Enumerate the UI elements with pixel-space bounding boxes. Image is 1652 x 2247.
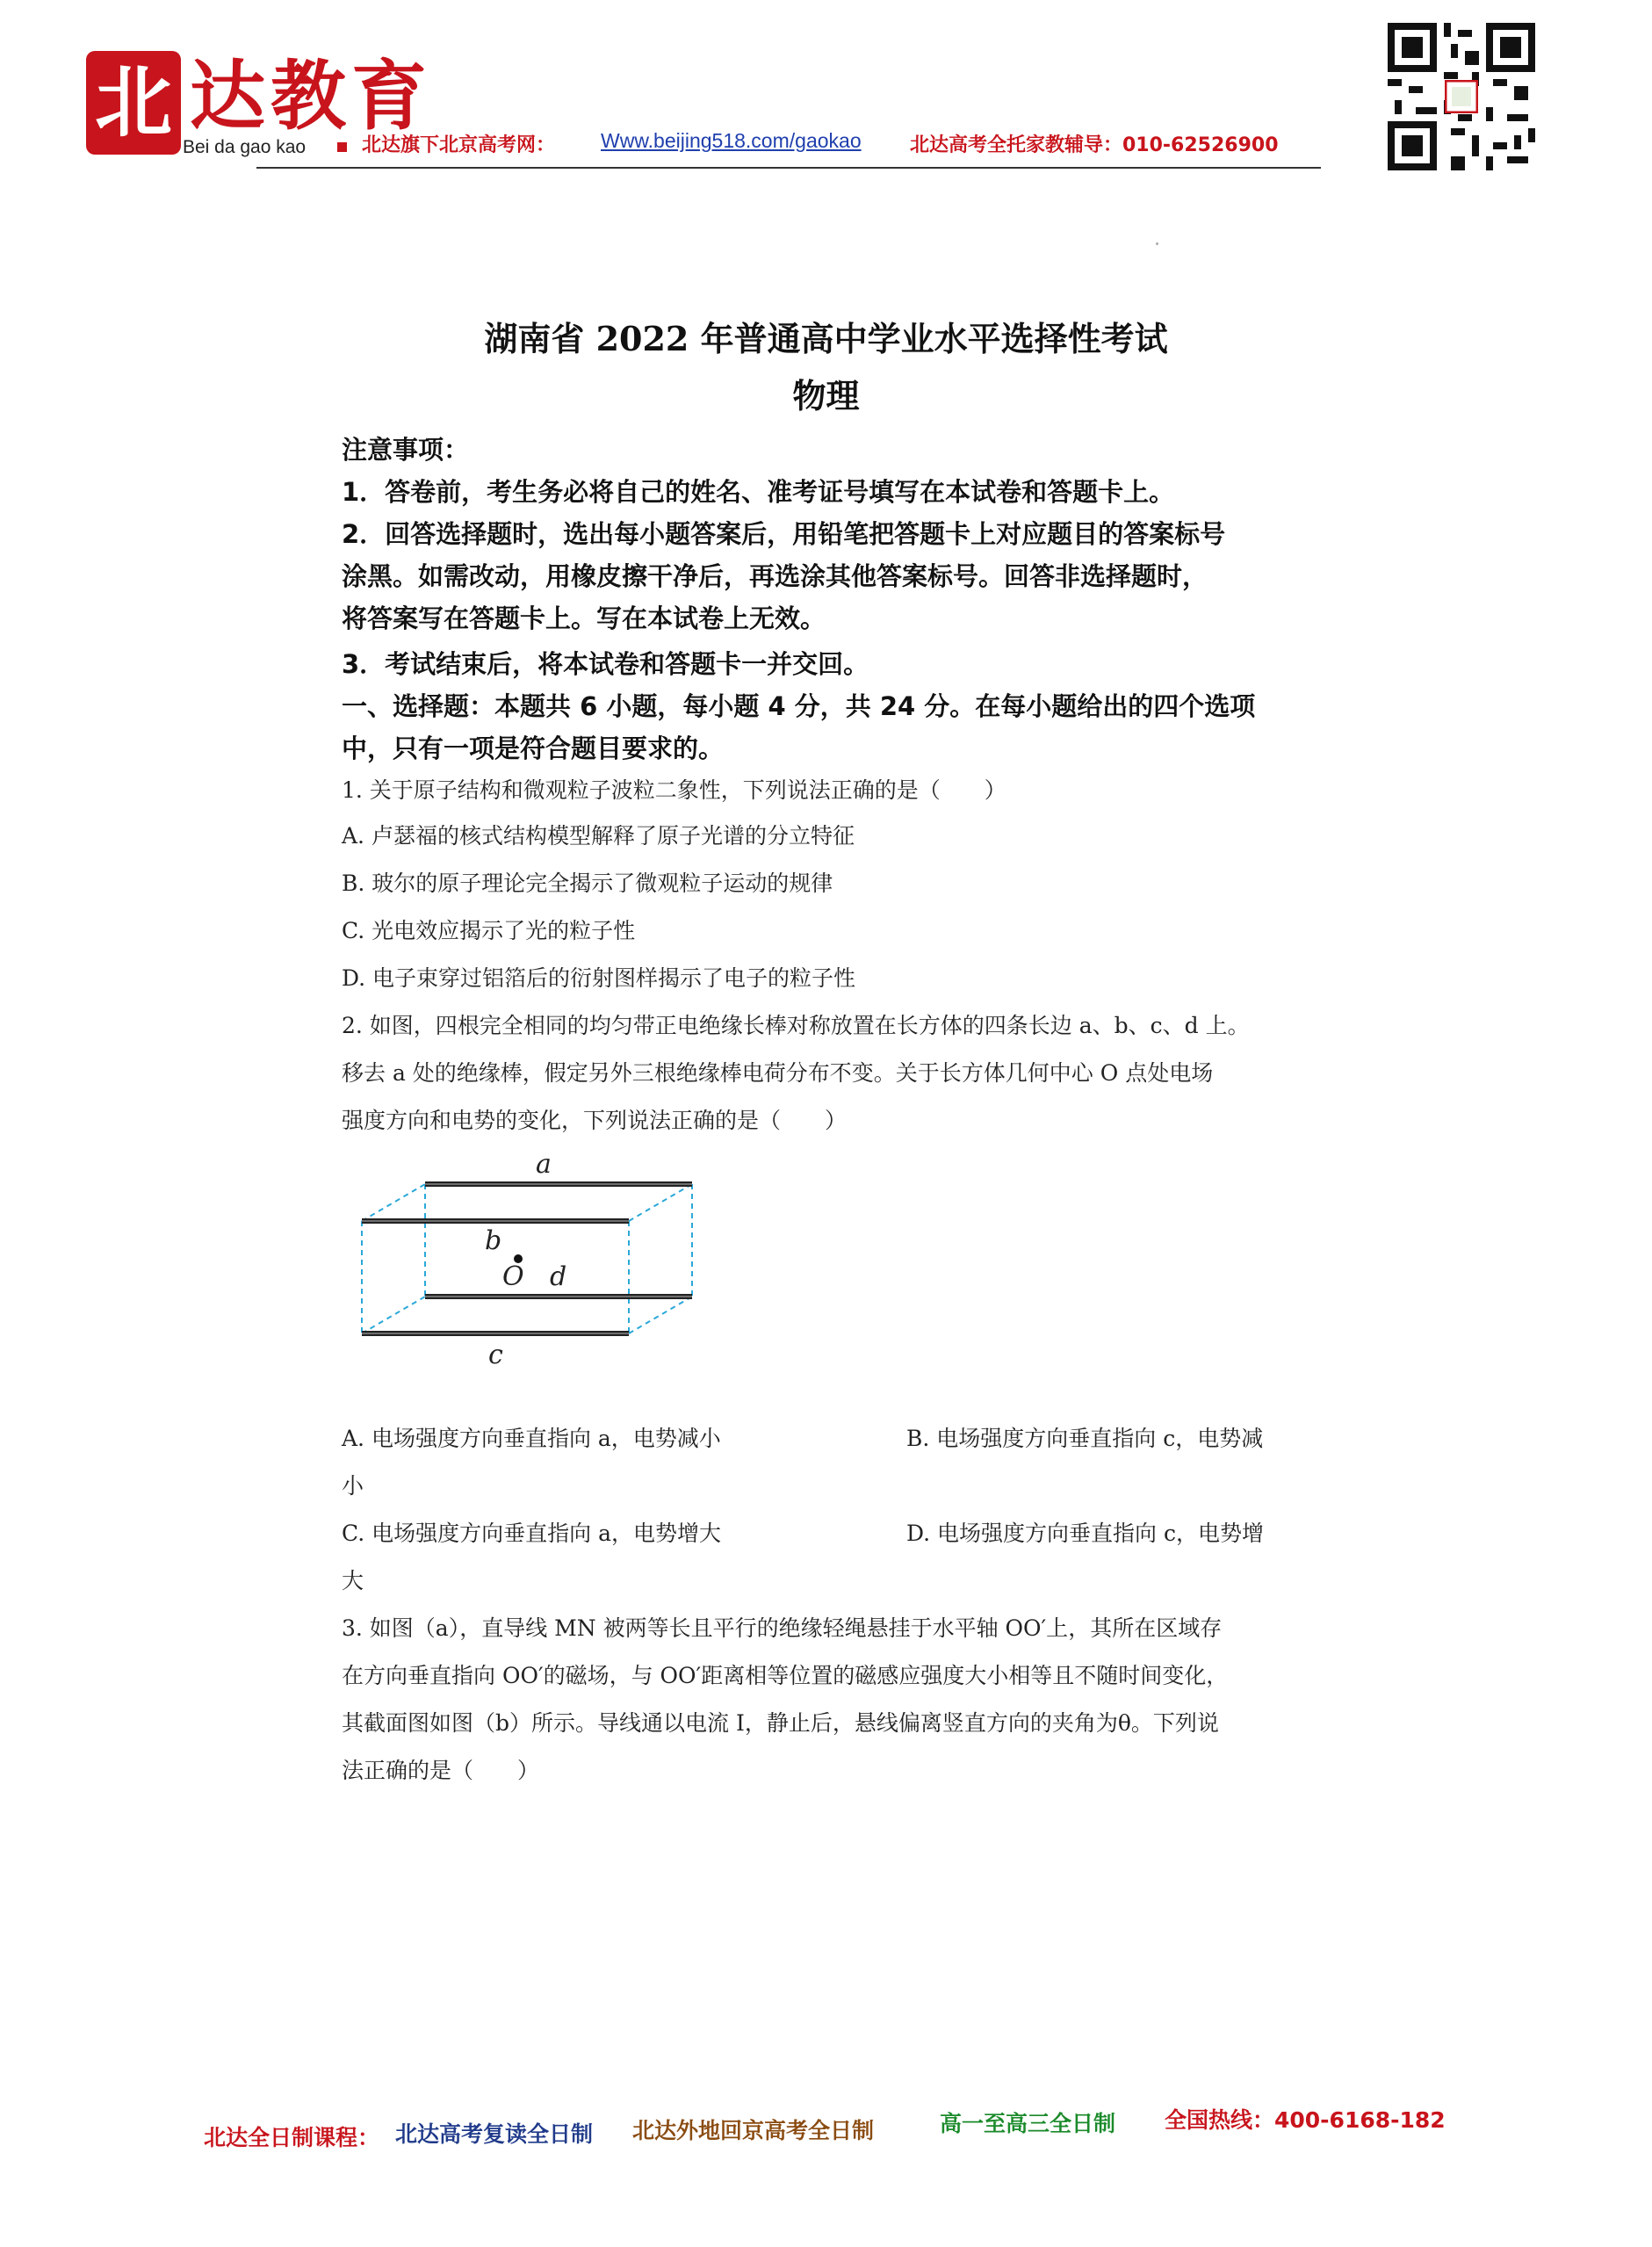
footer-hotline: 全国热线：400-6168-182	[1165, 2107, 1446, 2133]
q2-option-b: B. 电场强度方向垂直指向 c，电势减	[906, 1426, 1264, 1451]
header-divider	[256, 167, 1321, 169]
exam-title: 湖南省 2022 年普通高中学业水平选择性考试	[484, 319, 1168, 358]
tutor-hotline: 北达高考全托家教辅导：010-62526900	[910, 134, 1279, 156]
note-line: 将答案写在答题卡上。写在本试卷上无效。	[342, 603, 826, 633]
q1-stem: 1. 关于原子结构和微观粒子波粒二象性，下列说法正确的是（ ）	[342, 777, 1006, 803]
brand-logo-text: 达教育	[190, 52, 432, 141]
footer-course-1: 北达高考复读全日制	[395, 2121, 594, 2147]
label-d: d	[550, 1261, 567, 1292]
q1-option-c: C. 光电效应揭示了光的粒子性	[342, 918, 636, 943]
cuboid-figure	[351, 1151, 703, 1370]
section-heading: 一、选择题：本题共 6 小题，每小题 4 分，共 24 分。在每小题给出的四个选项	[342, 691, 1256, 721]
brand-square-icon	[337, 142, 347, 152]
label-c: c	[488, 1340, 503, 1370]
brand-pinyin: Bei da gao kao	[183, 137, 307, 157]
q3-stem-line: 法正确的是（ ）	[342, 1758, 540, 1783]
q2-option-c: C. 电场强度方向垂直指向 a，电势增大	[342, 1521, 721, 1546]
exam-subject: 物理	[792, 376, 860, 415]
qr-code-icon	[1388, 23, 1535, 170]
label-a: a	[536, 1151, 552, 1180]
q2-option-a: A. 电场强度方向垂直指向 a，电势减小	[342, 1426, 721, 1451]
note-line: 3．考试结束后，将本试卷和答题卡一并交回。	[342, 649, 869, 679]
note-line: 2．回答选择题时，选出每小题答案后，用铅笔把答题卡上对应题目的答案标号	[342, 519, 1226, 549]
q1-option-d: D. 电子束穿过铝箔后的衍射图样揭示了电子的粒子性	[342, 965, 856, 991]
section-heading: 中，只有一项是符合题目要求的。	[342, 733, 725, 763]
note-line: 1．答卷前，考生务必将自己的姓名、准考证号填写在本试卷和答题卡上。	[342, 477, 1175, 507]
q1-option-a: A. 卢瑟福的核式结构模型解释了原子光谱的分立特征	[342, 823, 855, 849]
label-b: b	[485, 1225, 502, 1256]
note-line: 涂黑。如需改动，用橡皮擦干净后，再选涂其他答案标号。回答非选择题时，	[342, 561, 1208, 591]
notes-heading: 注意事项：	[342, 435, 470, 465]
speck	[1156, 242, 1158, 245]
q3-stem-line: 在方向垂直指向 OO′的磁场，与 OO′距离相等位置的磁感应强度大小相等且不随时间变化，	[342, 1663, 1229, 1688]
q3-stem-line: 其截面图如图（b）所示。导线通以电流 I，静止后，悬线偏离竖直方向的夹角为θ。下列说	[342, 1710, 1219, 1736]
brand-logo-mark: 北	[86, 51, 181, 155]
site-link[interactable]: Www.beijing518.com/gaokao	[601, 129, 862, 152]
site-label: 北达旗下北京高考网：	[362, 134, 556, 156]
footer-label: 北达全日制课程：	[204, 2125, 380, 2150]
q2-stem-line: 移去 a 处的绝缘棒，假定另外三根绝缘棒电荷分布不变。关于长方体几何中心 O 点处电场	[342, 1060, 1214, 1086]
q2-stem-line: 强度方向和电势的变化，下列说法正确的是（ ）	[342, 1108, 848, 1133]
q2-stem-line: 2. 如图，四根完全相同的均匀带正电绝缘长棒对称放置在长方体的四条长边 a、b、c、d 上。	[342, 1013, 1250, 1038]
footer-course-3: 高一至高三全日制	[940, 2111, 1116, 2136]
q2-option-d-wrap: 大	[342, 1568, 364, 1593]
q2-option-b-wrap: 小	[342, 1473, 364, 1499]
footer-course-2: 北达外地回京高考全日制	[632, 2118, 875, 2143]
q2-option-d: D. 电场强度方向垂直指向 c，电势增	[906, 1521, 1264, 1546]
label-o: O	[502, 1261, 524, 1292]
q1-option-b: B. 玻尔的原子理论完全揭示了微观粒子运动的规律	[342, 871, 833, 896]
q3-stem-line: 3. 如图（a），直导线 MN 被两等长且平行的绝缘轻绳悬挂于水平轴 OO′上，其所在区域存	[342, 1615, 1223, 1641]
